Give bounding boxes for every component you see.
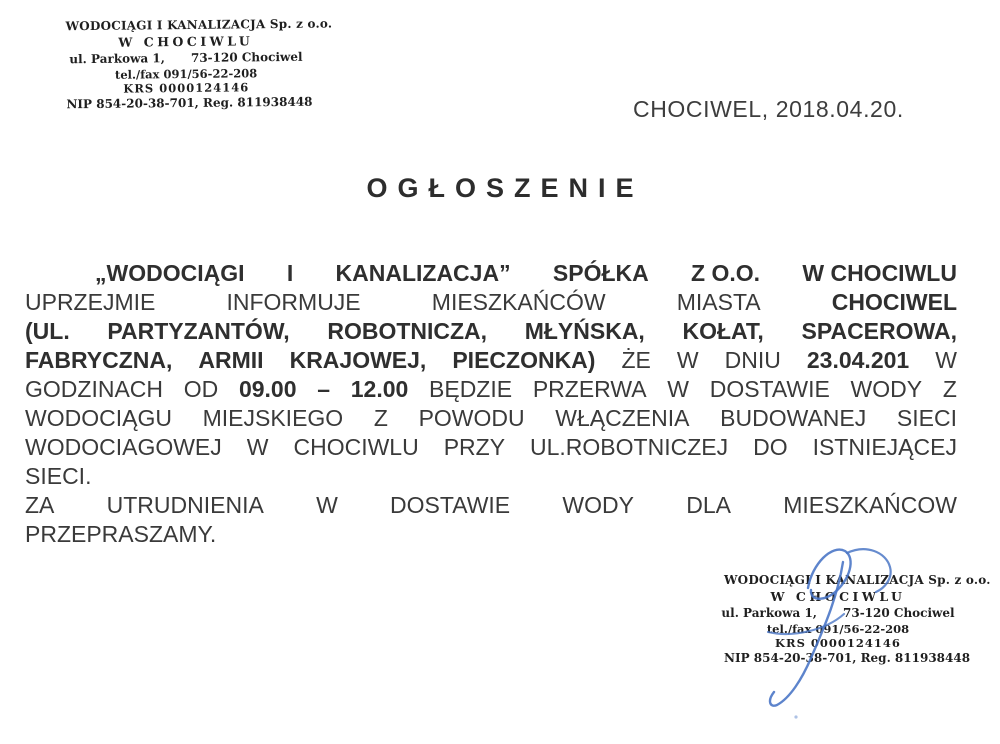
word: PIECZONKA) — [452, 347, 596, 373]
word: SIECI — [896, 405, 957, 431]
word: Z O.O. — [691, 260, 761, 286]
word: KOŁAT, — [682, 318, 764, 344]
company-stamp-bottom — [721, 572, 991, 667]
word: FABRYCZNA, — [25, 347, 173, 373]
stamp-company-name: WODOCIĄGI I KANALIZACJA Sp. z o.o. — [65, 16, 333, 34]
stamp-company-name: WODOCIĄGI I KANALIZACJA Sp. z o.o. — [724, 573, 991, 587]
word: UL.ROBOTNICZEJ — [530, 434, 729, 460]
stamp-address-postal: 73-120 Chociwel — [190, 49, 303, 65]
word: PARTYZANTÓW, — [107, 318, 290, 344]
body-line — [25, 375, 957, 404]
word: MŁYŃSKA, — [524, 318, 645, 344]
stamp-address-postal: 73-120 Chociwel — [843, 606, 955, 620]
body-line — [25, 491, 957, 520]
body-line — [25, 259, 957, 288]
word: Z — [942, 376, 957, 402]
stamp-krs: KRS 0000124146 — [123, 80, 250, 96]
stamp-address-street: ul. Parkowa 1, — [69, 51, 166, 67]
stamp-city: W CHOCIWLU — [770, 589, 906, 604]
word: MIEJSKIEGO — [202, 405, 344, 431]
word: PRZERWA — [532, 376, 647, 402]
stamp-city: W CHOCIWLU — [118, 33, 254, 50]
word: 23.04.201 — [806, 347, 910, 373]
word: DOSTAWIE — [390, 492, 511, 518]
stamp-krs: KRS 0000124146 — [775, 636, 901, 650]
word: PRZY — [443, 434, 506, 460]
word: DNIU — [724, 347, 781, 373]
word: MIASTA — [676, 289, 761, 315]
body-line — [25, 317, 957, 346]
word: W — [676, 347, 699, 373]
stamp-address — [66, 49, 306, 69]
word: SPACEROWA, — [801, 318, 957, 344]
word: DOSTAWIE — [709, 376, 830, 402]
word: W — [316, 492, 338, 518]
body-line — [25, 288, 957, 317]
body-line — [25, 346, 957, 375]
word: W — [935, 347, 957, 373]
word: DLA — [686, 492, 731, 518]
word: MIESZKAŃCOW — [783, 492, 957, 518]
word: ŻE — [621, 347, 651, 373]
word: CHOCIWEL — [831, 289, 957, 315]
word: INFORMUJE — [226, 289, 361, 315]
word: ROBOTNICZA, — [327, 318, 488, 344]
word: SPÓŁKA — [552, 260, 649, 286]
body-line — [25, 520, 957, 549]
word: MIESZKAŃCÓW — [431, 289, 606, 315]
signature-dot — [794, 715, 797, 718]
word: OD — [183, 376, 219, 402]
word: DO — [753, 434, 788, 460]
stamp-phone: tel./fax 091/56-22-208 — [114, 66, 258, 82]
word: PRZEPRASZAMY. — [25, 521, 217, 547]
word: SIECI. — [25, 463, 92, 489]
word: CHOCIWLU — [293, 434, 419, 460]
word: W CHOCIWLU — [802, 260, 957, 286]
body-line — [25, 404, 957, 433]
word: POWODU — [418, 405, 525, 431]
word: WODY — [562, 492, 634, 518]
company-stamp-top — [65, 16, 333, 114]
word: UTRUDNIENIA — [106, 492, 264, 518]
stamp-address — [721, 605, 955, 622]
word: ISTNIEJĄCEJ — [812, 434, 957, 460]
word: UPRZEJMIE — [25, 289, 156, 315]
stamp-nip: NIP 854-20-38-701, Reg. 811938448 — [66, 94, 313, 112]
announcement-body — [25, 259, 957, 549]
word: – — [317, 376, 331, 402]
document-title: OGŁOSZENIE — [366, 173, 644, 203]
word: I — [286, 260, 294, 286]
word: GODZINACH — [25, 376, 163, 402]
word: W — [667, 376, 689, 402]
word: ZA — [25, 492, 55, 518]
word: WODOCIĄGU — [25, 405, 172, 431]
word: 12.00 — [350, 376, 409, 402]
word: „WODOCIĄGI — [95, 260, 245, 286]
word: BĘDZIE — [429, 376, 513, 402]
word: WŁĄCZENIA — [555, 405, 690, 431]
word: Z — [373, 405, 388, 431]
body-line — [25, 462, 957, 491]
word: ARMII — [198, 347, 264, 373]
body-line — [25, 433, 957, 462]
word: (UL. — [25, 318, 70, 344]
word: KRAJOWEJ, — [289, 347, 427, 373]
word: BUDOWANEJ — [720, 405, 867, 431]
word: W — [246, 434, 269, 460]
date-line: CHOCIWEL, 2018.04.20. — [633, 96, 904, 122]
word: WODY — [850, 376, 923, 402]
word: 09.00 — [238, 376, 297, 402]
stamp-nip: NIP 854-20-38-701, Reg. 811938448 — [724, 651, 971, 665]
word: KANALIZACJA” — [335, 260, 511, 286]
stamp-phone: tel./fax 091/56-22-208 — [766, 622, 910, 636]
stamp-address-street: ul. Parkowa 1, — [721, 606, 817, 620]
word: WODOCIAGOWEJ — [25, 434, 222, 460]
